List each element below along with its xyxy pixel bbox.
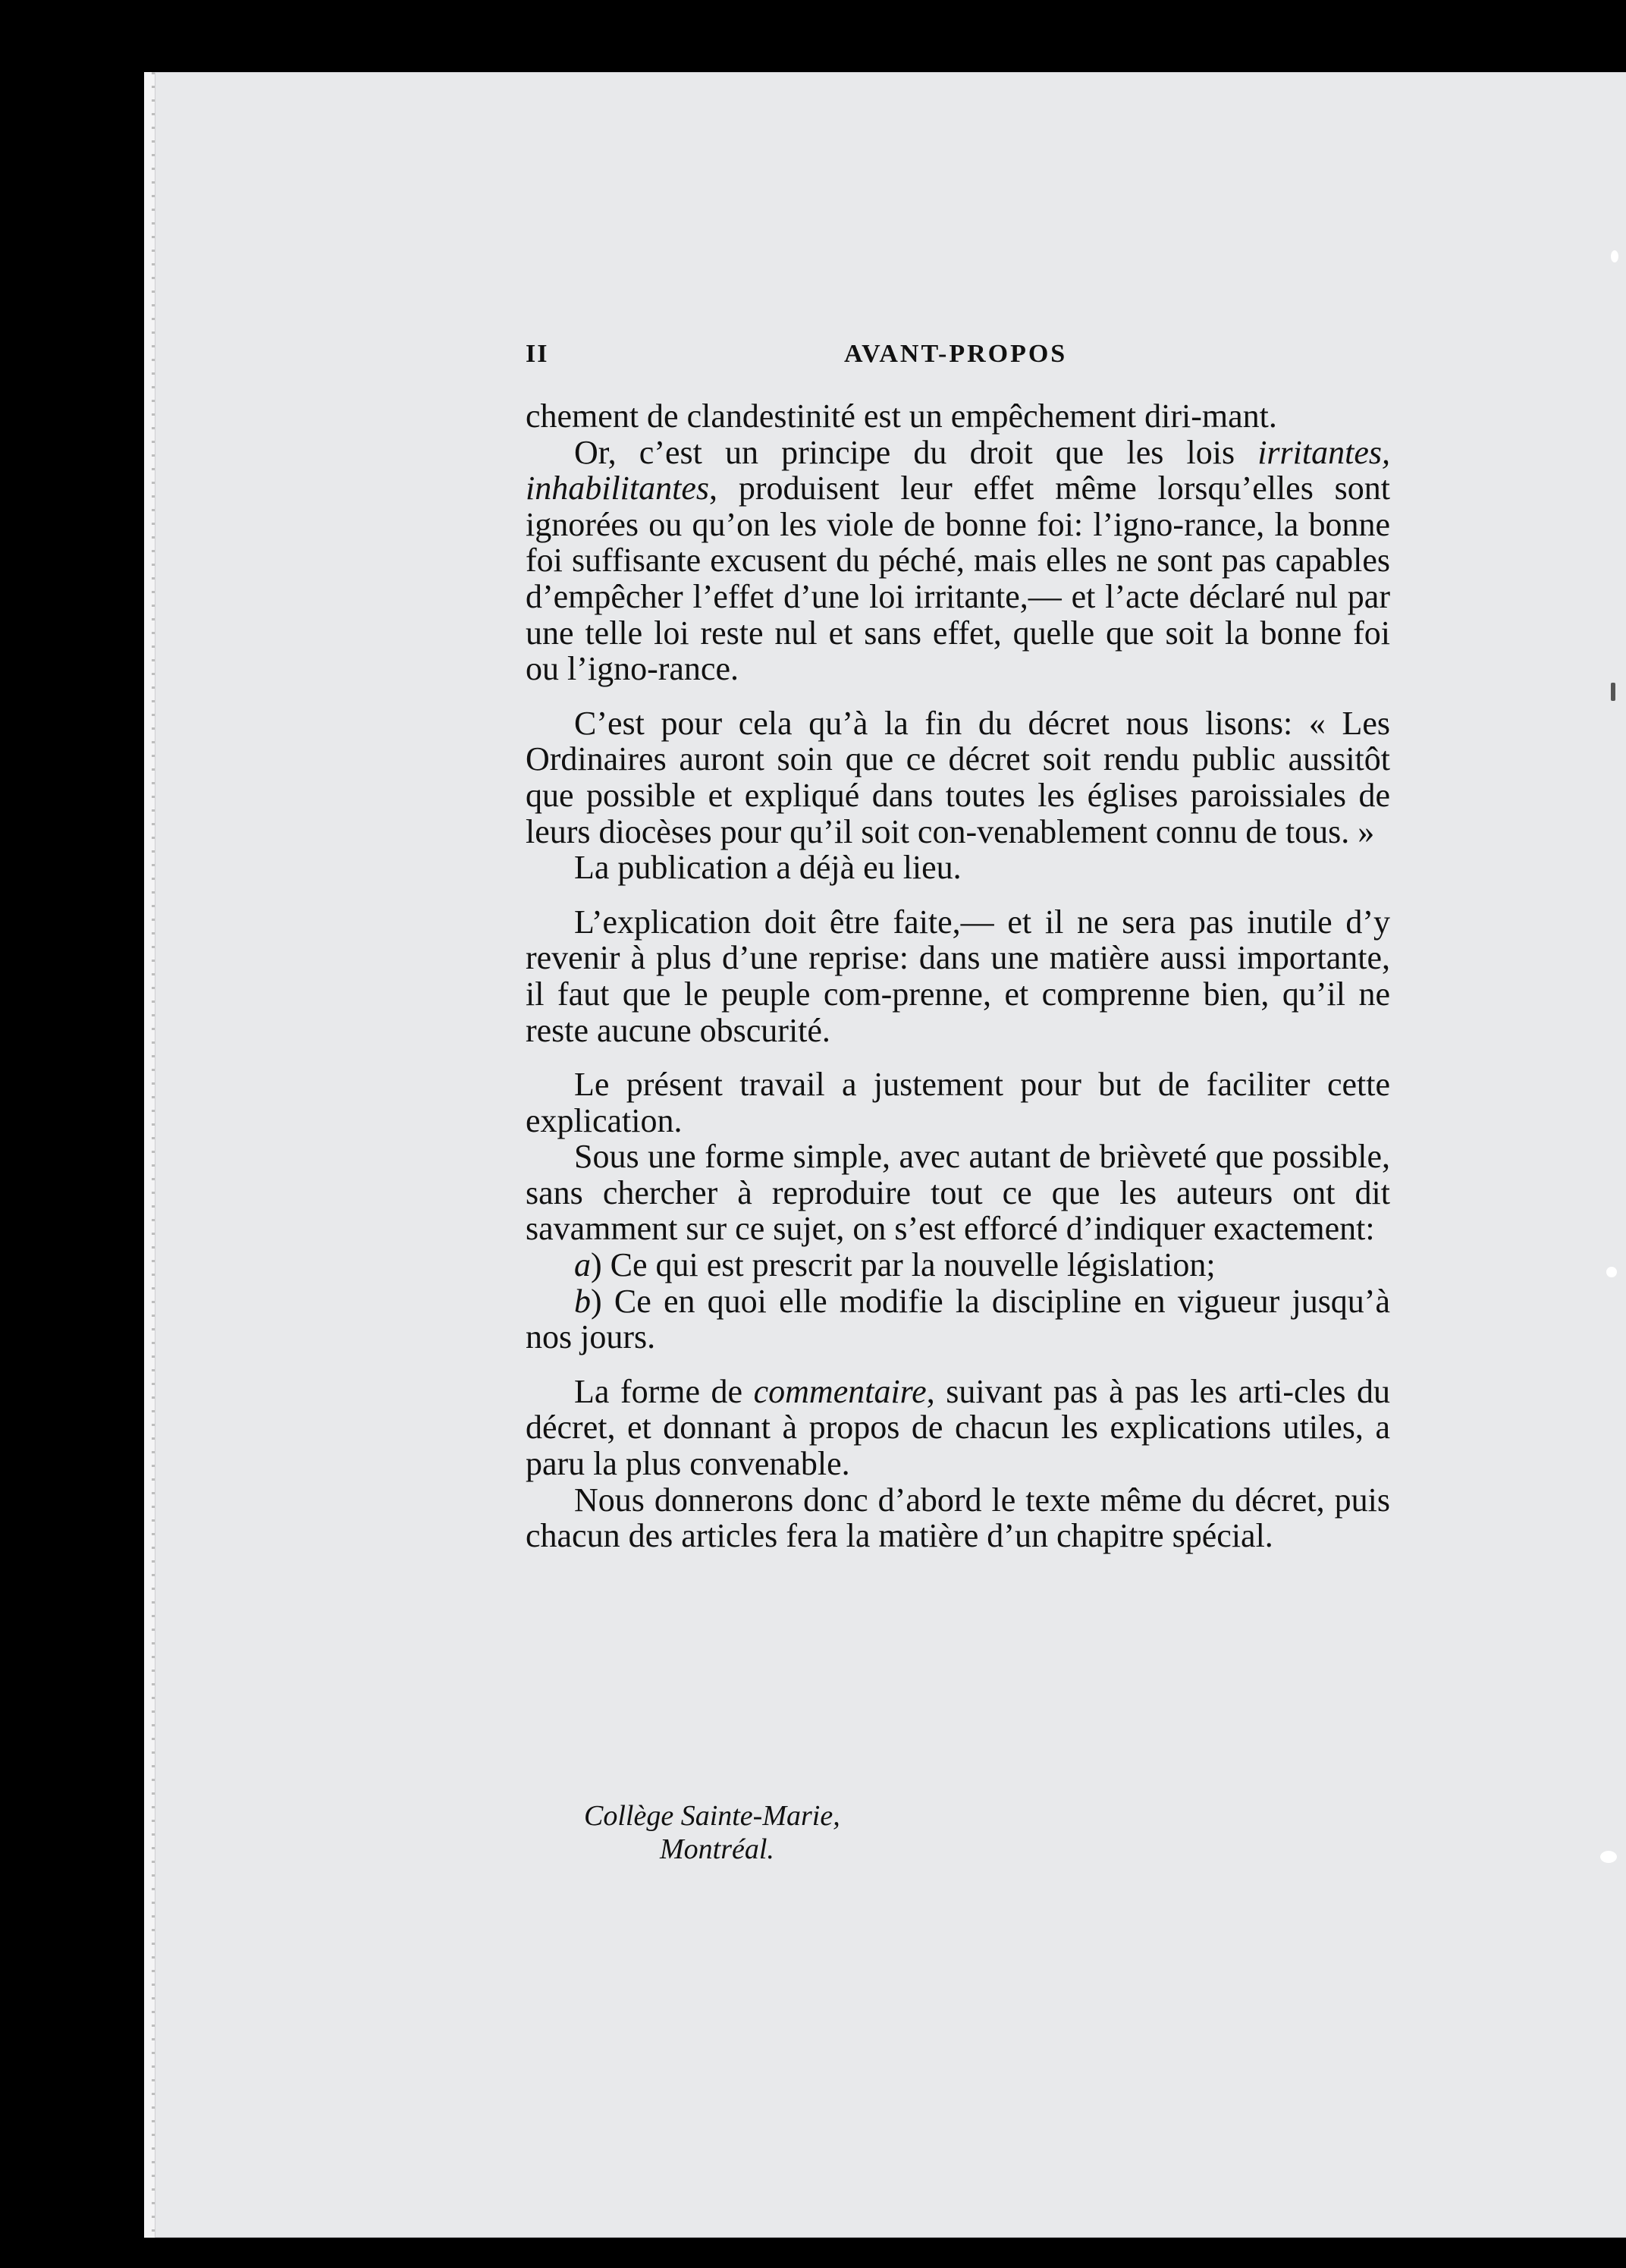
paragraph	[526, 1139, 1390, 1247]
text-run: ) Ce qui est prescrit par la nouvelle législation;	[591, 1246, 1216, 1284]
text-run: Or, c’est un principe du droit que les lois	[574, 433, 1258, 471]
paragraph	[526, 850, 1390, 886]
text-run: La publication a déjà eu lieu.	[574, 849, 962, 887]
running-header	[526, 340, 1390, 373]
signature-line-2: Montréal.	[660, 1833, 774, 1865]
scan-speck	[1600, 1851, 1617, 1863]
page-number: II	[526, 340, 549, 368]
paragraph	[526, 904, 1390, 1048]
text-run: L’explication doit être faite,— et il ne sera pas inutile d’y revenir à plus d’une reprise: dans une matière aussi importante, il faut que le peuple com-prenne, et comprenne bien, qu’il ne reste aucune obscurité.	[526, 903, 1390, 1049]
text-run: , suivant pas à pas les arti-cles du décret, et donnant à propos de chacun les explications utiles, a paru la plus convenable.	[526, 1372, 1390, 1483]
italic-text: b	[574, 1282, 591, 1320]
scan-speck	[1611, 250, 1618, 262]
paragraph	[526, 1247, 1390, 1283]
text-run: ) Ce en quoi elle modifie la discipline en vigueur jusqu’à nos jours.	[526, 1282, 1390, 1356]
italic-text: a	[574, 1246, 591, 1284]
paragraph	[526, 398, 1390, 435]
text-run: Nous donnerons donc d’abord le texte même du décret, puis chacun des articles fera la matière d’un chapitre spécial.	[526, 1481, 1390, 1555]
italic-text: commentaire	[753, 1372, 927, 1410]
paragraph	[526, 1482, 1390, 1554]
paragraph	[526, 1374, 1390, 1482]
running-title: AVANT-PROPOS	[844, 340, 1068, 368]
text-run: Sous une forme simple, avec autant de brièveté que possible, sans chercher à reproduire tout ce que les auteurs ont dit savamment sur ce sujet, on s’est efforcé d’indiquer exactement:	[526, 1138, 1390, 1248]
paragraph	[526, 705, 1390, 850]
text-run: La forme de	[574, 1372, 754, 1410]
signature-block	[584, 1799, 840, 1866]
paragraph	[526, 1066, 1390, 1139]
text-run: Le présent travail a justement pour but de faciliter cette explication.	[526, 1066, 1390, 1139]
body-text	[526, 398, 1390, 1554]
text-run: chement de clandestinité est un empêchement diri-mant.	[526, 397, 1277, 435]
signature-line-1: Collège Sainte-Marie,	[584, 1800, 840, 1832]
scan-speck	[1611, 683, 1615, 701]
scan-speck	[1606, 1267, 1617, 1277]
page-binding-edge	[152, 72, 155, 2238]
italic-text: irritantes, inhabilitantes	[526, 433, 1390, 507]
text-run: , produisent leur effet même lorsqu’elles sont ignorées ou qu’on les viole de bonne foi: l’igno-rance, la bonne foi suffisante excusent du péché, mais elles ne sont pas capables d’empêcher l’effet d’une loi irritante,— et l’acte déclaré nul par une telle loi reste nul et sans effet, quelle que soit la bonne foi ou l’igno-rance.	[526, 470, 1390, 688]
text-run: C’est pour cela qu’à la fin du décret nous lisons: « Les Ordinaires auront soin que ce décret soit rendu public aussitôt que possible et expliqué dans toutes les églises paroissiales de leurs diocèses pour qu’il soit con-venablement connu de tous. »	[526, 704, 1390, 850]
paragraph	[526, 1283, 1390, 1355]
paragraph	[526, 435, 1390, 687]
